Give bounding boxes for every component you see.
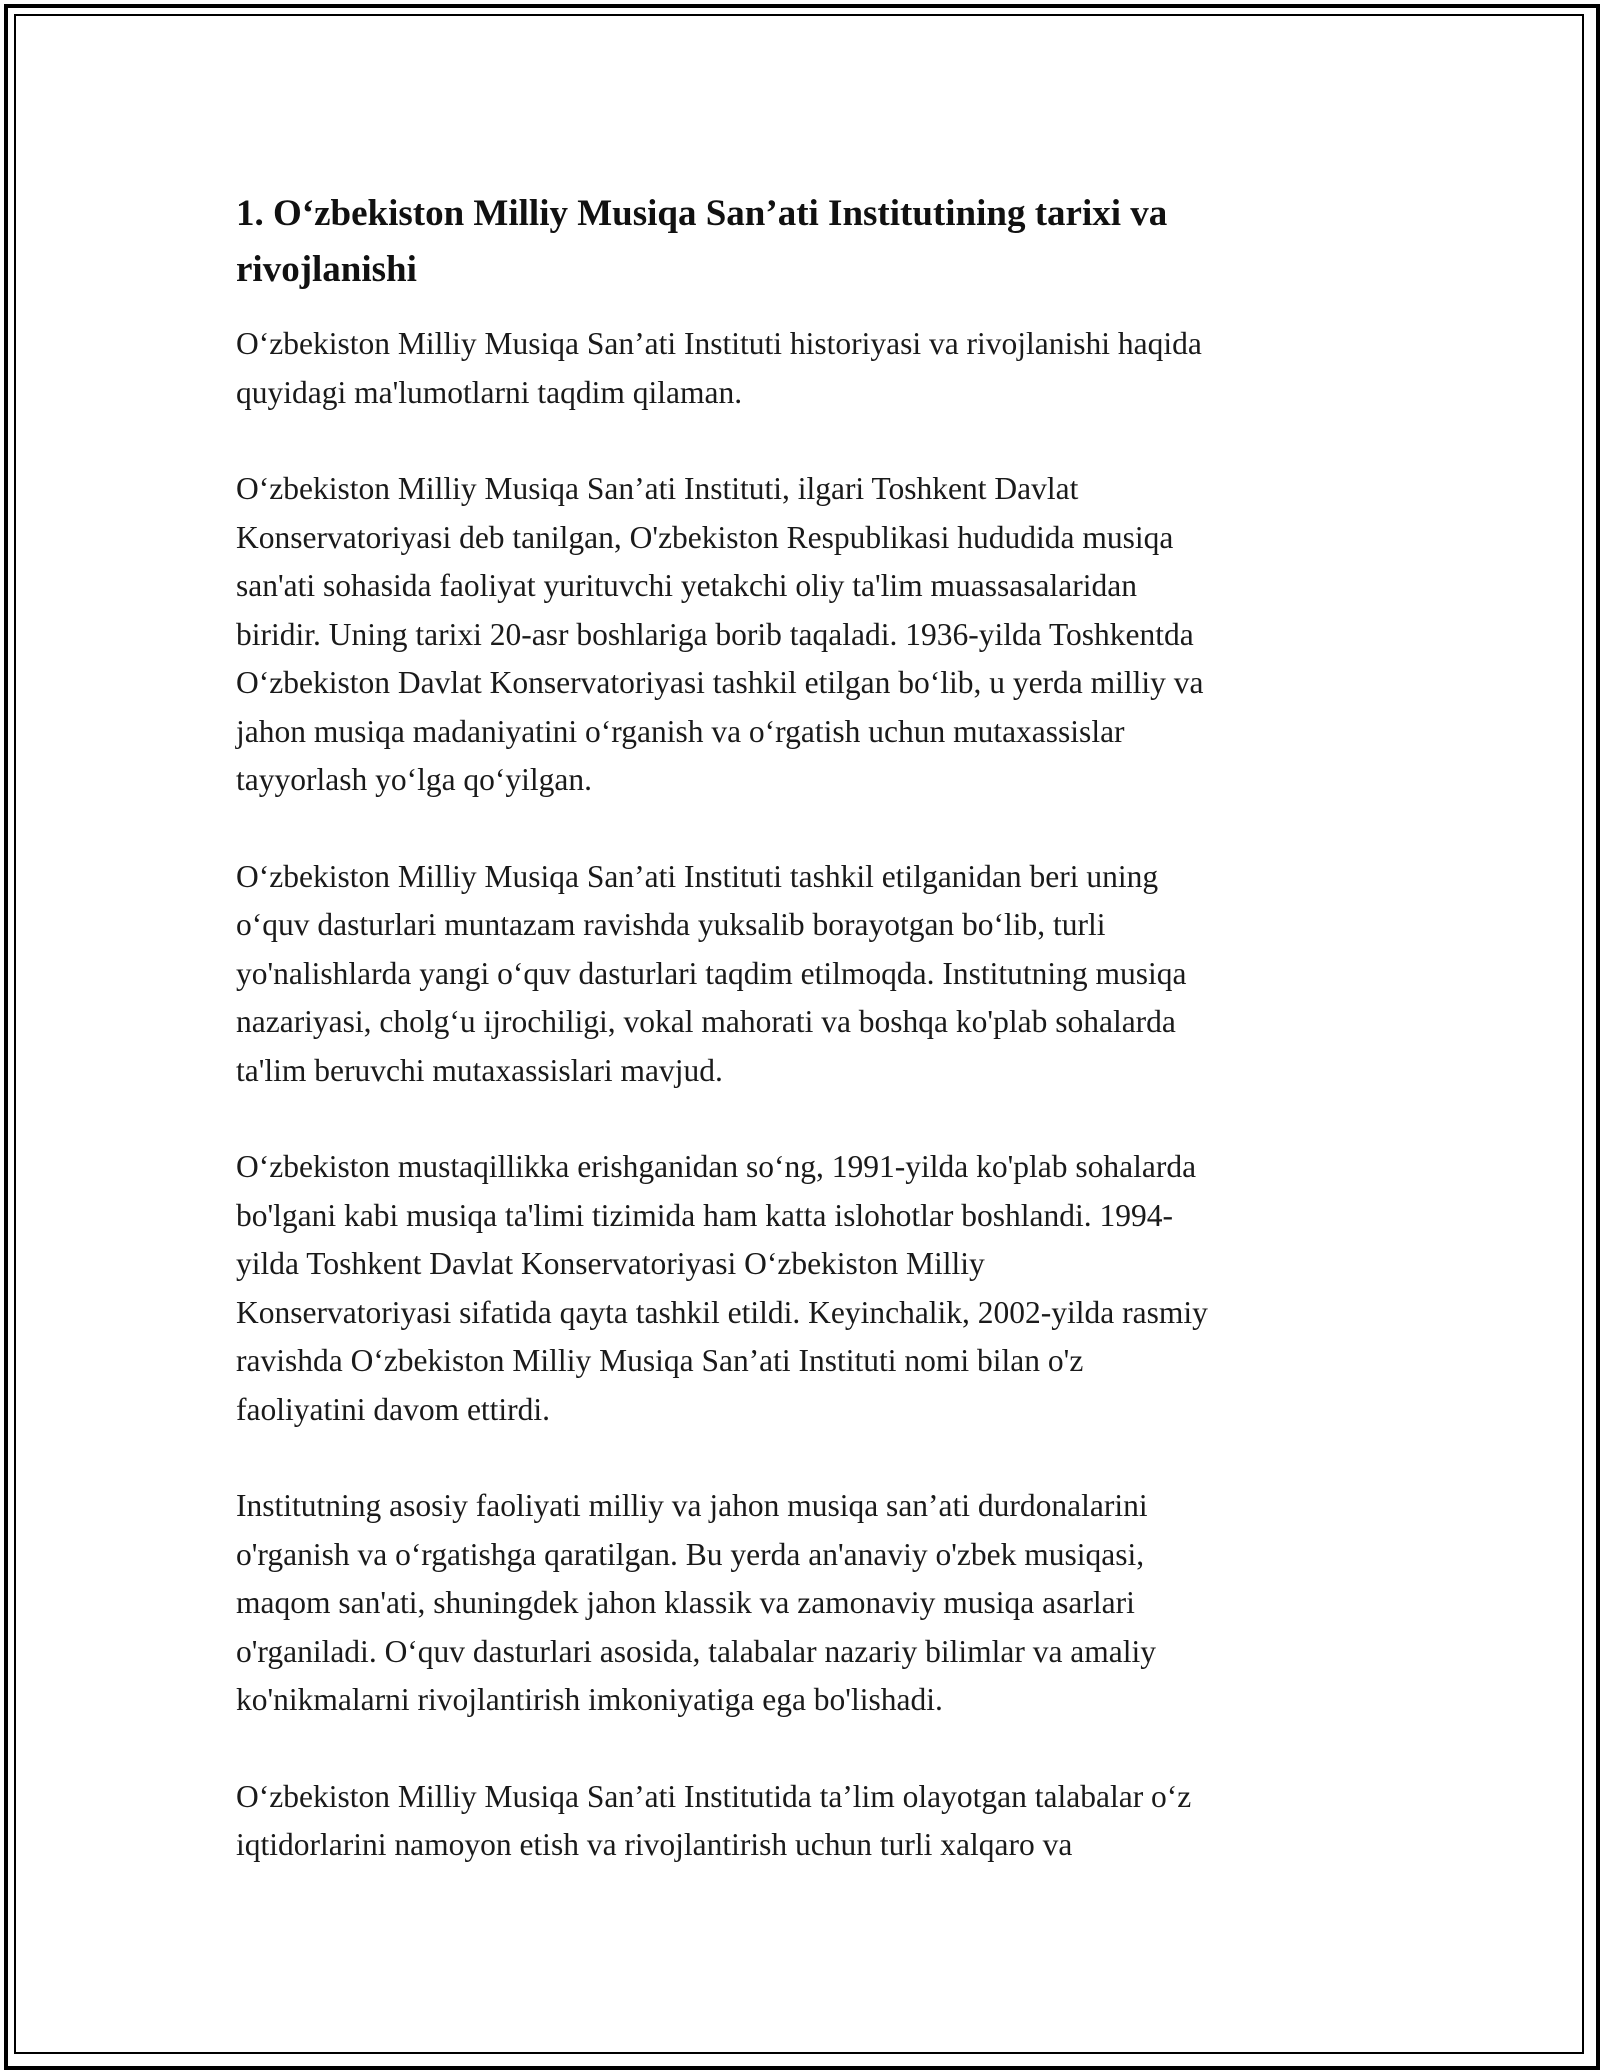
section-heading: 1. O‘zbekiston Milliy Musiqa San’ati Institutining tarixi va rivojlanishi [236,193,1168,290]
paragraph-activity: Institutning asosiy faoliyati milliy va jahon musiqa san’ati durdonalarini o'rganish va o‘rgatishga qaratilgan. Bu yerda an'anaviy o'zbek musiqasi, maqom san'ati, shuningdek jahon klassik va zamonaviy musiqa asarlari o'rganiladi. O‘quv dasturlari asosida, talabalar nazariy bilimlar va amaliy ko'nikmalarni rivojlantirish imkoniyatiga ega bo'lishadi. [236,1488,1157,1717]
paragraph-intro: O‘zbekiston Milliy Musiqa San’ati Instituti historiyasi va rivojlanishi haqida quyidagi ma'lumotlarni taqdim qilaman. [236,326,1202,410]
paragraph-history: O‘zbekiston Milliy Musiqa San’ati Instituti, ilgari Toshkent Davlat Konservatoriyasi deb tanilgan, O'zbekiston Respublikasi hududida musiqa san'ati sohasida faoliyat yurituvchi yetakchi oliy ta'lim muassasalaridan biridir. Uning tarixi 20-asr boshlariga borib taqaladi. 1936-yilda Toshkentda O‘zbekiston Davlat Konservatoriyasi tashkil etilgan bo‘lib, u yerda milliy va jahon musiqa madaniyatini o‘rganish va o‘rgatish uchun mutaxassislar tayyorlash yo‘lga qo‘yilgan. [236,471,1204,797]
paragraph-curriculum: O‘zbekiston Milliy Musiqa San’ati Instituti tashkil etilganidan beri uning o‘quv dasturlari muntazam ravishda yuksalib borayotgan bo‘lib, turli yo'nalishlarda yangi o‘quv dasturlari taqdim etilmoqda. Institutning musiqa nazariyasi, cholg‘u ijrochiligi, vokal mahorati va boshqa ko'plab sohalarda ta'lim beruvchi mutaxassislari mavjud. [236,858,1187,1088]
paragraph-students: O‘zbekiston Milliy Musiqa San’ati Institutida ta’lim olayotgan talabalar o‘z iqtidorlarini namoyon etish va rivojlantirish uchun turli xalqaro va [236,1778,1192,1862]
document-body [236,186,1376,1918]
paragraph-independence: O‘zbekiston mustaqillikka erishganidan so‘ng, 1991-yilda ko'plab sohalarda bo'lgani kabi musiqa ta'limi tizimida ham katta islohotlar boshlandi. 1994- yilda Toshkent Davlat Konservatoriyasi O‘zbekiston Milliy Konservatoriyasi sifatida qayta tashkil etildi. Keyinchalik, 2002-yilda rasmiy ravishda O‘zbekiston Milliy Musiqa San’ati Instituti nomi bilan o'z faoliyatini davom ettirdi. [236,1149,1208,1427]
